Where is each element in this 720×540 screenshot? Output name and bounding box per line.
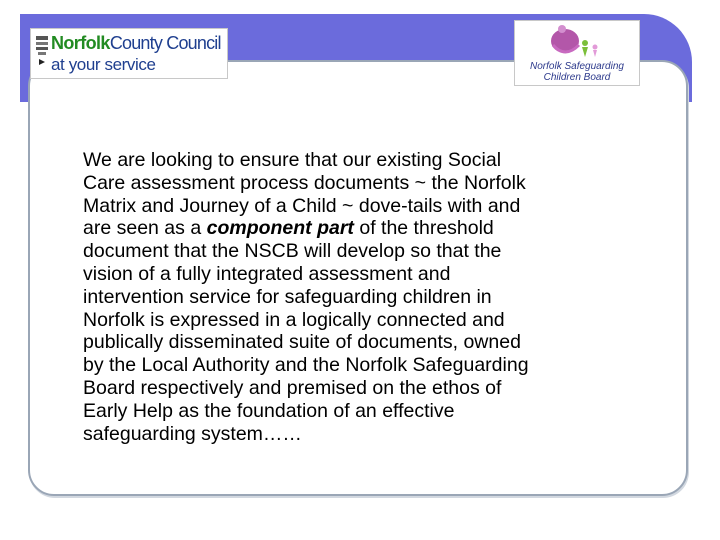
norfolk-county-council-logo (30, 28, 228, 79)
body-line-part: are seen as a (83, 217, 207, 240)
body-paragraph (83, 149, 653, 445)
body-line: publically disseminated suite of documents, owned (83, 331, 521, 354)
body-line: intervention service for safeguarding children in (83, 285, 492, 308)
norfolk-safeguarding-children-board-logo (514, 20, 640, 86)
ncc-name (51, 33, 221, 53)
body-line: by the Local Authority and the Norfolk Safeguarding (83, 354, 529, 377)
body-line-part: of the threshold (353, 217, 494, 240)
children-figures-icon (535, 23, 615, 61)
body-line: Care assessment process documents ~ the Norfolk (83, 171, 526, 194)
nscb-name-line2: Children Board (543, 72, 611, 83)
body-line: vision of a fully integrated assessment and (83, 262, 451, 285)
ncc-name-part1: Norfolk (51, 33, 110, 53)
body-line: Matrix and Journey of a Child ~ dove-tails with and (83, 194, 521, 217)
body-line: Norfolk is expressed in a logically connected and (83, 308, 505, 331)
nscb-name-line1: Norfolk Safeguarding (530, 61, 624, 72)
council-crest-icon (35, 34, 49, 72)
body-line: safeguarding system…… (83, 422, 302, 445)
body-line: Early Help as the foundation of an effective (83, 399, 455, 422)
ncc-tagline: at your service (51, 55, 156, 74)
body-line: document that the NSCB will develop so that the (83, 240, 502, 263)
frame-cover (40, 100, 640, 128)
body-line: We are looking to ensure that our existing Social (83, 149, 502, 171)
ncc-name-part2: County Council (109, 33, 221, 53)
emphasized-phrase: component part (206, 217, 354, 240)
body-line: Board respectively and premised on the ethos of (83, 376, 502, 399)
body-line (83, 217, 653, 240)
